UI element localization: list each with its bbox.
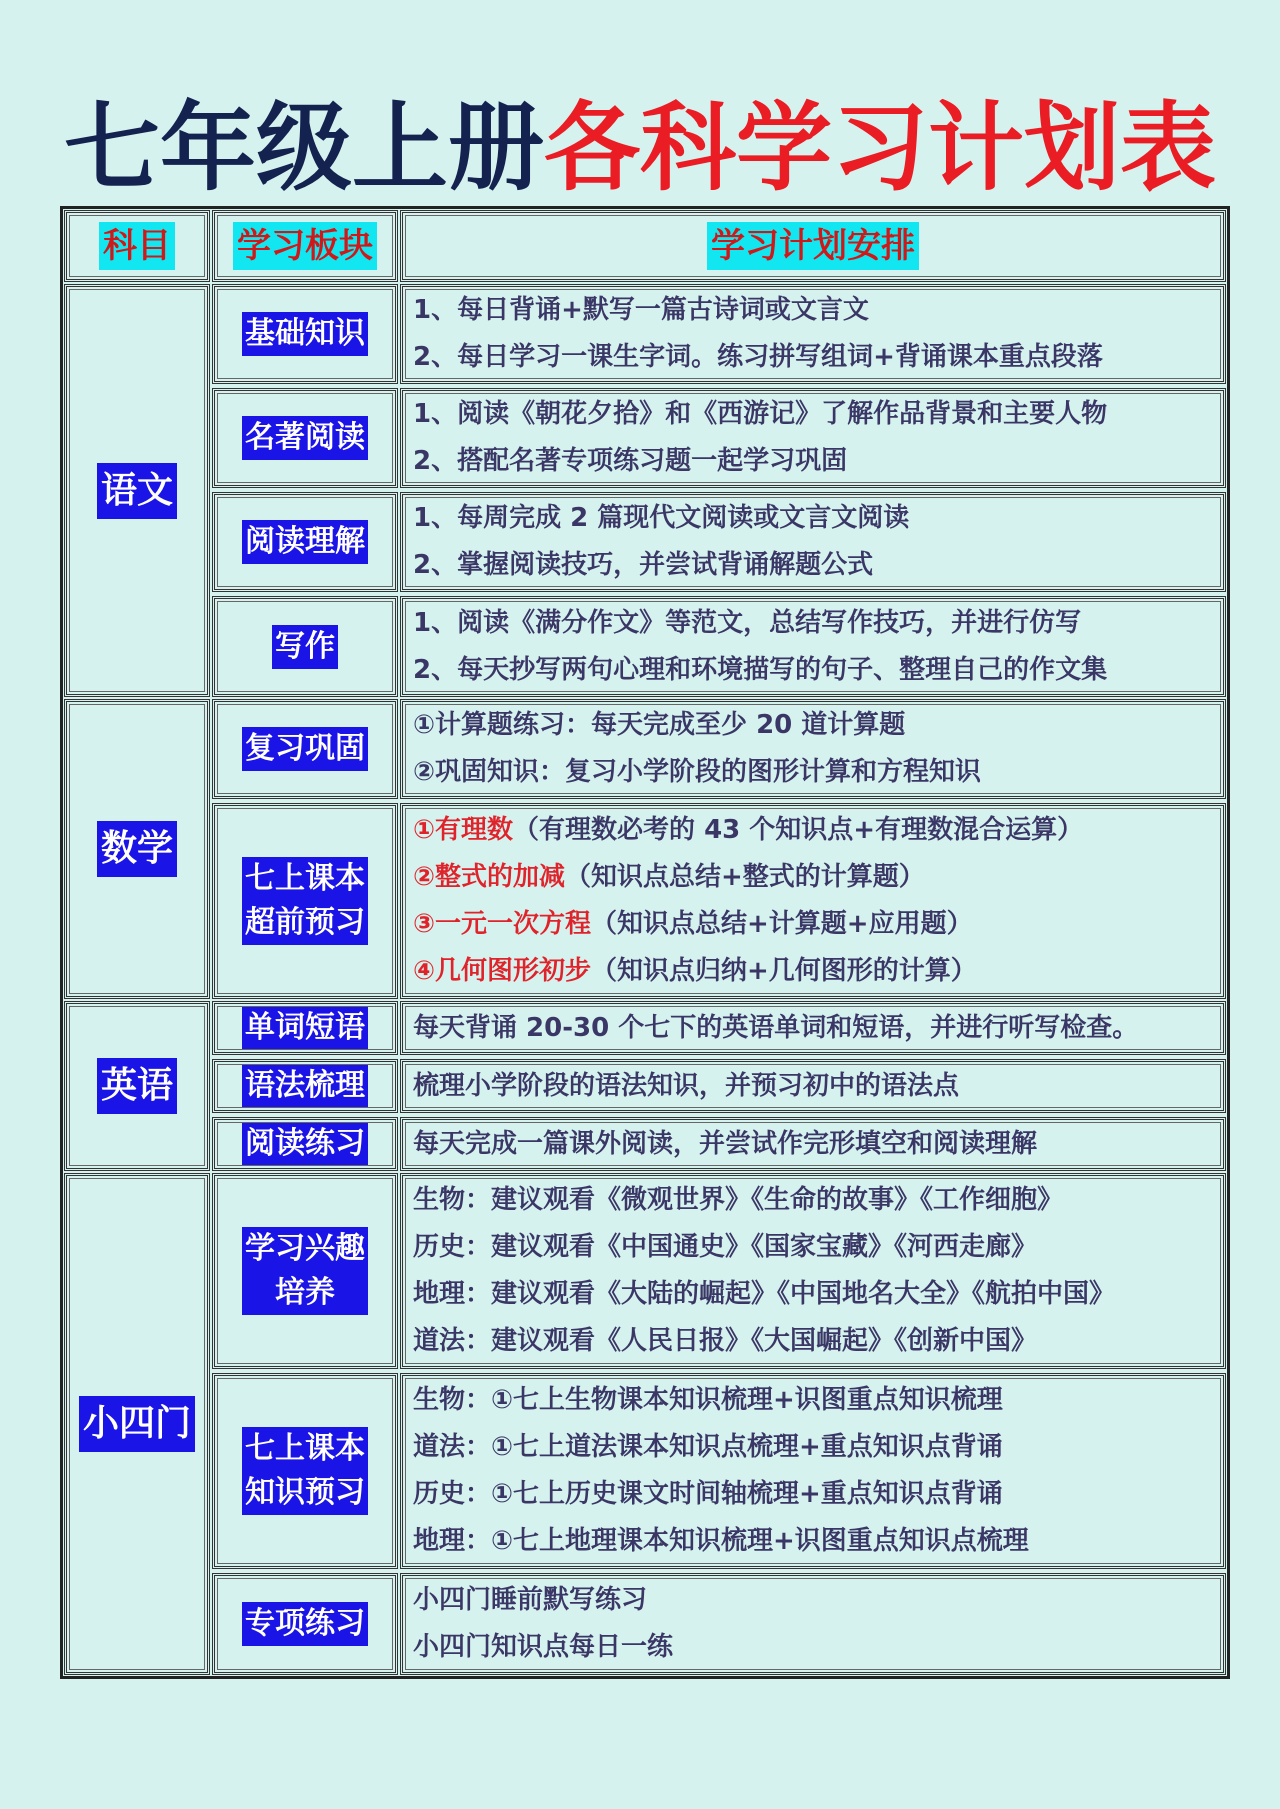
plan-line: 梳理小学阶段的语法知识，并预习初中的语法点 <box>413 1070 960 1101</box>
block-label-line: 超前预习 <box>245 905 365 940</box>
subject-math: 数学 <box>97 821 177 877</box>
plan-line: 生物：①七上生物课本知识梳理+识图重点知识梳理 <box>413 1385 1003 1415</box>
subject-english-cell <box>64 1001 210 1171</box>
block-cell <box>212 596 398 697</box>
header-plan: 学习计划安排 <box>707 222 919 270</box>
block-label-classics: 名著阅读 <box>242 416 368 460</box>
plan-line: 1、阅读《满分作文》等范文，总结写作技巧，并进行仿写 <box>413 607 1082 638</box>
plan-line: 历史：建议观看《中国通史》《国家宝藏》《河西走廊》 <box>413 1232 1038 1262</box>
block-label-line: 七上课本 <box>245 1431 365 1466</box>
block-cell <box>212 1373 398 1569</box>
topic-detail: （有理数必考的 43 个知识点+有理数混合运算） <box>513 815 1084 845</box>
block-cell <box>212 1117 398 1171</box>
plan-line: 每天完成一篇课外阅读，并尝试作完形填空和阅读理解 <box>413 1128 1038 1159</box>
block-label-words: 单词短语 <box>242 1006 368 1050</box>
title-part2: 各科学习计划表 <box>544 92 1216 204</box>
plan-cell <box>400 1059 1226 1113</box>
block-cell <box>212 803 398 999</box>
plan-line: 1、阅读《朝花夕拾》和《西游记》了解作品背景和主要人物 <box>413 399 1108 429</box>
block-label-writing: 写作 <box>272 625 338 669</box>
subject-minor: 小四门 <box>79 1396 195 1452</box>
block-cell <box>212 1573 398 1675</box>
block-label-grammar: 语法梳理 <box>242 1064 368 1108</box>
subject-english: 英语 <box>97 1058 177 1114</box>
plan-cell <box>400 1001 1226 1055</box>
block-label-line: 学习兴趣 <box>245 1231 365 1266</box>
topic-detail: （知识点归纳+几何图形的计算） <box>591 956 977 986</box>
plan-line: 小四门睡前默写练习 <box>413 1585 648 1615</box>
block-cell <box>212 388 398 488</box>
block-label-math-preview <box>242 857 368 945</box>
topic-highlight: ①有理数 <box>413 815 514 845</box>
topic-highlight: ③一元一次方程 <box>413 909 592 939</box>
page-title <box>0 88 1280 208</box>
block-label-line: 培养 <box>275 1275 335 1310</box>
plan-line: ②巩固知识：复习小学阶段的图形计算和方程知识 <box>413 757 982 787</box>
header-block-cell <box>212 210 398 282</box>
plan-line: 道法：建议观看《人民日报》《大国崛起》《创新中国》 <box>413 1326 1038 1356</box>
block-label-eng-reading: 阅读练习 <box>242 1122 368 1166</box>
block-cell <box>212 1001 398 1055</box>
topic-highlight: ④几何图形初步 <box>413 956 592 986</box>
plan-line: 1、每日背诵+默写一篇古诗词或文言文 <box>413 295 869 325</box>
block-label-line: 七上课本 <box>245 861 365 896</box>
plan-line: 小四门知识点每日一练 <box>413 1632 674 1662</box>
plan-cell <box>400 284 1226 384</box>
block-label-reading: 阅读理解 <box>242 520 368 564</box>
block-cell <box>212 284 398 384</box>
plan-cell <box>400 1173 1226 1369</box>
topic-detail: （知识点总结+计算题+应用题） <box>591 909 973 939</box>
title-part1: 七年级上册 <box>64 92 544 204</box>
plan-line: 每天背诵 20-30 个七下的英语单词和短语，并进行听写检查。 <box>413 1012 1139 1043</box>
topic-detail: （知识点总结+整式的计算题） <box>565 862 925 892</box>
topic-highlight: ②整式的加减 <box>413 862 566 892</box>
subject-minor-cell <box>64 1173 210 1675</box>
plan-line: 2、搭配名著专项练习题一起学习巩固 <box>413 446 848 476</box>
plan-line: 地理：建议观看《大陆的崛起》《中国地名大全》《航拍中国》 <box>413 1279 1116 1309</box>
block-cell <box>212 1059 398 1113</box>
block-label-interest <box>242 1227 368 1315</box>
block-cell <box>212 699 398 799</box>
plan-line: 生物：建议观看《微观世界》《生命的故事》《工作细胞》 <box>413 1185 1064 1215</box>
plan-cell <box>400 1573 1226 1675</box>
block-label-basic: 基础知识 <box>242 312 368 356</box>
subject-chinese: 语文 <box>97 463 177 519</box>
block-cell <box>212 492 398 592</box>
plan-line <box>413 901 1223 948</box>
plan-cell <box>400 803 1226 999</box>
plan-line: 历史：①七上历史课文时间轴梳理+重点知识点背诵 <box>413 1479 1003 1509</box>
plan-line <box>413 807 1223 854</box>
block-label-review: 复习巩固 <box>242 727 368 771</box>
header-block: 学习板块 <box>233 222 377 270</box>
header-plan-cell <box>400 210 1226 282</box>
plan-line <box>413 854 1223 901</box>
subject-math-cell <box>64 699 210 999</box>
block-label-minor-preview <box>242 1427 368 1515</box>
plan-cell <box>400 388 1226 488</box>
plan-line: 道法：①七上道法课本知识点梳理+重点知识点背诵 <box>413 1432 1003 1462</box>
block-label-line: 知识预习 <box>245 1475 365 1510</box>
block-cell <box>212 1173 398 1369</box>
plan-cell <box>400 699 1226 799</box>
header-subject: 科目 <box>99 222 175 270</box>
plan-line <box>413 948 1223 995</box>
header-subject-cell <box>64 210 210 282</box>
plan-cell <box>400 596 1226 697</box>
plan-cell <box>400 1373 1226 1569</box>
subject-chinese-cell <box>64 284 210 697</box>
plan-line: 1、每周完成 2 篇现代文阅读或文言文阅读 <box>413 503 910 533</box>
plan-line: 2、每日学习一课生字词。练习拼写组词+背诵课本重点段落 <box>413 342 1103 372</box>
plan-line: 2、每天抄写两句心理和环境描写的句子、整理自己的作文集 <box>413 654 1108 685</box>
block-label-practice: 专项练习 <box>242 1602 368 1646</box>
plan-cell <box>400 1117 1226 1171</box>
plan-cell <box>400 492 1226 592</box>
plan-line: 地理：①七上地理课本知识梳理+识图重点知识点梳理 <box>413 1526 1029 1556</box>
plan-line: 2、掌握阅读技巧，并尝试背诵解题公式 <box>413 550 874 580</box>
plan-line: ①计算题练习：每天完成至少 20 道计算题 <box>413 710 906 740</box>
